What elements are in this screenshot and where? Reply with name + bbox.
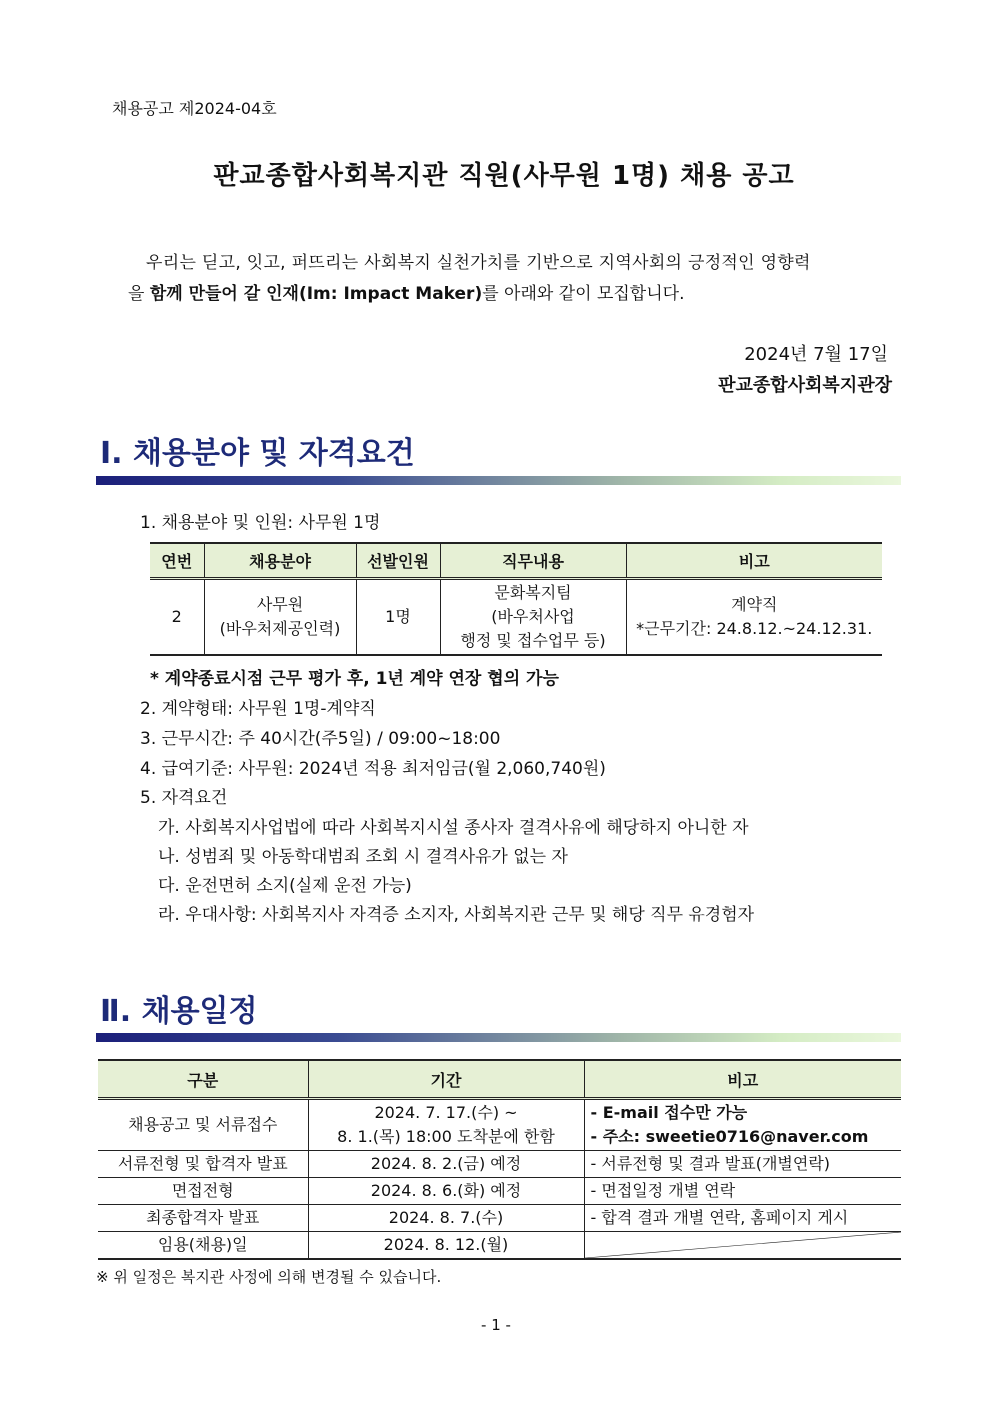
- table-row: [98, 1099, 901, 1151]
- cell-stage: 면접전형: [98, 1178, 308, 1205]
- table-row: [98, 1205, 901, 1232]
- cell-period: 2024. 8. 6.(화) 예정: [308, 1178, 584, 1205]
- schedule-change-footnote: ※ 위 일정은 복지관 사정에 의해 변경될 수 있습니다.: [96, 1268, 442, 1286]
- section-2-divider: [96, 1033, 901, 1042]
- col-header-duty: 직무내용: [440, 543, 626, 579]
- cell-remark-line-2: *근무기간: 24.8.12.~24.12.31.: [636, 619, 873, 638]
- intro-line-1: 우리는 딛고, 잇고, 퍼뜨리는 사회복지 실천가치를 기반으로 지역사회의 긍정적인 영향력: [146, 253, 811, 273]
- item-4: 4. 급여기준: 사무원: 2024년 적용 최저임금(월 2,060,740원): [140, 759, 606, 779]
- table-header-row: [150, 543, 882, 579]
- cell-stage: 서류전형 및 합격자 발표: [98, 1151, 308, 1178]
- col-header-no: 연번: [150, 543, 204, 579]
- item-2: 2. 계약형태: 사무원 1명-계약직: [140, 699, 376, 719]
- recruitment-field-table: [150, 542, 882, 656]
- col-header-period: 기간: [308, 1060, 584, 1099]
- cell-remark: [626, 579, 882, 656]
- section-1-divider: [96, 476, 901, 485]
- col-header-field: 채용분야: [204, 543, 356, 579]
- item-1: 1. 채용분야 및 인원: 사무원 1명: [140, 513, 381, 533]
- qualification-ra: 라. 우대사항: 사회복지사 자격증 소지자, 사회복지관 근무 및 해당 직무 유경험자: [158, 905, 755, 925]
- page-number: - 1 -: [481, 1316, 511, 1334]
- section-1-title: Ⅰ. 채용분야 및 자격요건: [100, 436, 415, 471]
- cell-period: 2024. 8. 7.(수): [308, 1205, 584, 1232]
- cell-period: 2024. 8. 2.(금) 예정: [308, 1151, 584, 1178]
- section-2-title: Ⅱ. 채용일정: [100, 994, 258, 1029]
- cell-duty-line-2: (바우처사업: [491, 607, 575, 626]
- email-only-text: - E-mail 접수만 가능: [590, 1103, 748, 1122]
- table-row: [98, 1232, 901, 1260]
- cell-stage: 최종합격자 발표: [98, 1205, 308, 1232]
- cell-field: [204, 579, 356, 656]
- cell-remark: - 합격 결과 개별 연락, 홈페이지 게시: [584, 1205, 901, 1232]
- email-address-text: - 주소: sweetie0716@naver.com: [590, 1127, 869, 1146]
- col-header-count: 선발인원: [356, 543, 440, 579]
- item-3: 3. 근무시간: 주 40시간(주5일) / 09:00~18:00: [140, 729, 501, 749]
- cell-duty: [440, 579, 626, 656]
- schedule-table: [98, 1059, 901, 1260]
- cell-duty-line-3: 행정 및 접수업무 등): [460, 631, 606, 650]
- cell-remark-line-1: 계약직: [731, 595, 778, 614]
- contract-extension-note: * 계약종료시점 근무 평가 후, 1년 계약 연장 협의 가능: [150, 669, 559, 689]
- cell-period: 2024. 8. 12.(월): [308, 1232, 584, 1260]
- table-row: [98, 1178, 901, 1205]
- issuer-signature: 판교종합사회복지관장: [718, 375, 892, 396]
- table-row: [98, 1151, 901, 1178]
- document-title: 판교종합사회복지관 직원(사무원 1명) 채용 공고: [213, 161, 795, 191]
- cell-remark-empty-diagonal: [584, 1232, 901, 1260]
- item-5: 5. 자격요건: [140, 788, 228, 808]
- cell-period-line-2: 8. 1.(목) 18:00 도착분에 한함: [337, 1127, 555, 1146]
- col-header-remark: 비고: [584, 1060, 901, 1099]
- qualification-ga: 가. 사회복지사업법에 따라 사회복지시설 종사자 결격사유에 해당하지 아니한 자: [158, 818, 749, 838]
- col-header-remark: 비고: [626, 543, 882, 579]
- notice-number: 채용공고 제2024-04호: [112, 99, 277, 118]
- cell-stage: 채용공고 및 서류접수: [98, 1099, 308, 1151]
- cell-remark: [584, 1099, 901, 1151]
- cell-remark-line-1: [591, 1101, 901, 1125]
- cell-duty-line-1: 문화복지팀: [494, 583, 572, 602]
- table-header-row: [98, 1060, 901, 1099]
- qualification-na: 나. 성범죄 및 아동학대범죄 조회 시 결격사유가 없는 자: [158, 847, 568, 867]
- cell-count: 1명: [356, 579, 440, 656]
- cell-remark: - 면접일정 개별 연락: [584, 1178, 901, 1205]
- cell-period: [308, 1099, 584, 1151]
- intro-line-2-post: 를 아래와 같이 모집합니다.: [482, 284, 685, 304]
- cell-stage: 임용(채용)일: [98, 1232, 308, 1260]
- cell-remark: - 서류전형 및 결과 발표(개별연락): [584, 1151, 901, 1178]
- cell-period-line-1: 2024. 7. 17.(수) ~: [374, 1103, 518, 1122]
- qualification-da: 다. 운전면허 소지(실제 운전 가능): [158, 876, 412, 896]
- diagonal-line: [585, 1232, 902, 1258]
- cell-remark-line-2: [591, 1125, 901, 1149]
- col-header-stage: 구분: [98, 1060, 308, 1099]
- cell-field-line-2: (바우처제공인력): [219, 619, 341, 638]
- cell-field-line-1: 사무원: [256, 595, 304, 614]
- issue-date: 2024년 7월 17일: [744, 344, 888, 365]
- intro-line-2-pre: 을: [128, 284, 150, 304]
- table-row: [150, 579, 882, 656]
- intro-paragraph: [128, 248, 888, 310]
- cell-no: 2: [150, 579, 204, 656]
- intro-line-2-bold: 함께 만들어 갈 인재(Im: Impact Maker): [149, 284, 483, 304]
